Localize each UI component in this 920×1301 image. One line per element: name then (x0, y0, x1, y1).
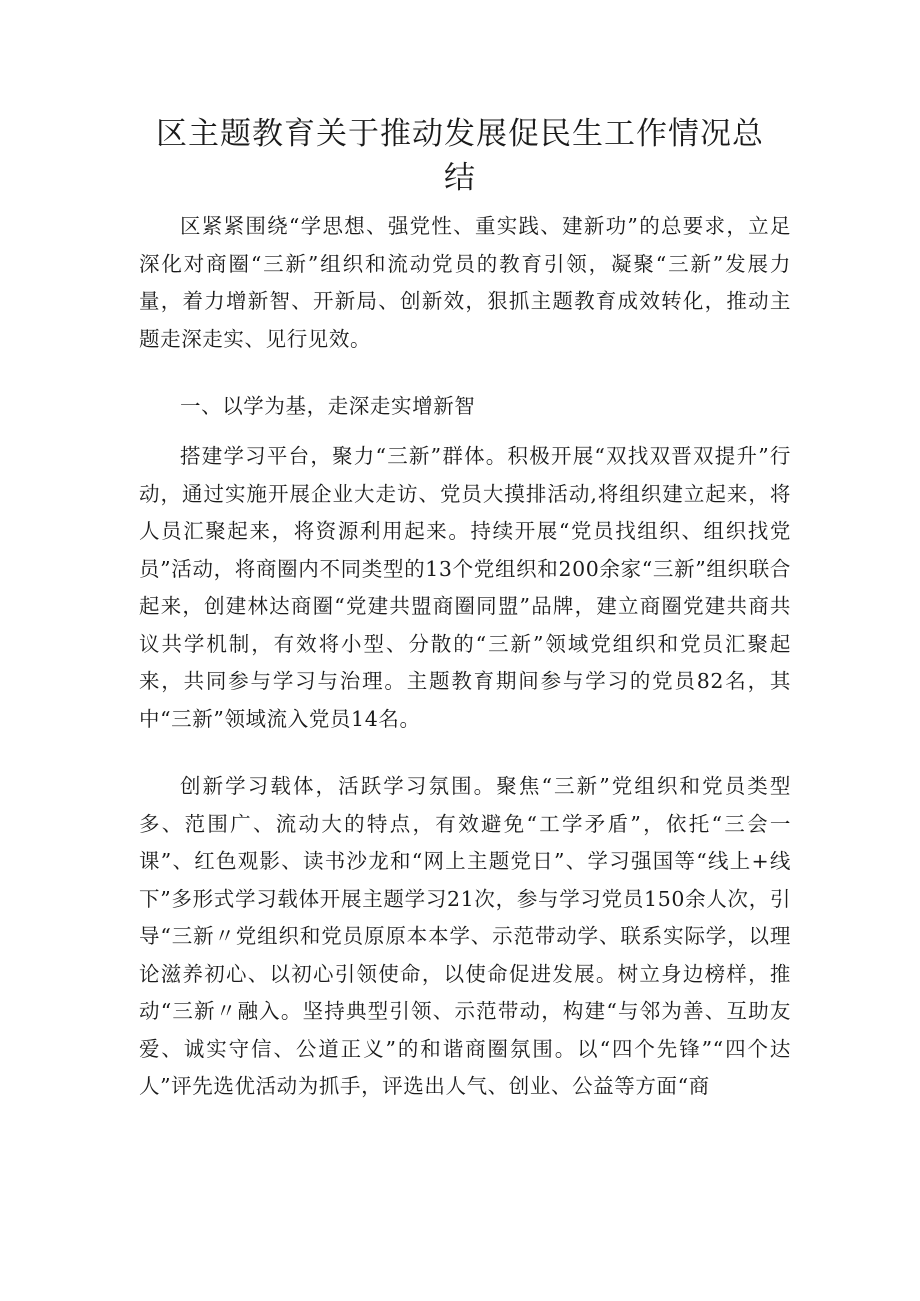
document-title: 区主题教育关于推动发展促民生工作情况总结 (156, 116, 764, 196)
section-heading: 一、以学为基，走深走实增新智 (180, 394, 476, 418)
body-paragraph: 搭建学习平台，聚力“三新”群体。积极开展“双找双晋双提升”行动，通过实施开展企业大走访、党员大摸排活动,将组织建立起来，将人员汇聚起来，将资源利用起来。持续开展“党员找组织、组织找党员”活动，将商圈内不同类型的13个党组织和200余家“三新”组织联合起来，创建林达商圈“党建共盟商圈同盟”品牌，建立商圈党建共商共议共学机制，有效将小型、分散的“三新”领域党组织和党员汇聚起来，共同参与学习与治理。主题教育期间参与学习的党员82名，其中“三新”领域流入党员14名。 (139, 444, 791, 731)
body-paragraph: 创新学习载体，活跃学习氛围。聚焦“三新”党组织和党员类型多、范围广、流动大的特点，有效避免“工学矛盾”，依托“三会一课”、红色观影、读书沙龙和“网上主题党日”、学习强国等“线上+线下”多形式学习载体开展主题学习21次，参与学习党员150余人次，引导“三新〃党组织和党员原原本本学、示范带动学、联系实际学，以理论滋养初心、以初心引领使命，以使命促进发展。树立身边榜样，推动“三新〃融入。坚持典型引领、示范带动，构建“与邻为善、互助友爱、诚实守信、公道正义”的和谐商圈氛围。以“四个先锋”“四个达人”评先选优活动为抓手，评选出人气、创业、公益等方面“商 (139, 774, 791, 1098)
intro-paragraph: 区紧紧围绕“学思想、强党性、重实践、建新功”的总要求，立足深化对商圈“三新”组织和流动党员的教育引领，凝聚“三新”发展力量，着力增新智、开新局、创新效，狠抓主题教育成效转化，推动主题走深走实、见行见效。 (139, 214, 791, 351)
